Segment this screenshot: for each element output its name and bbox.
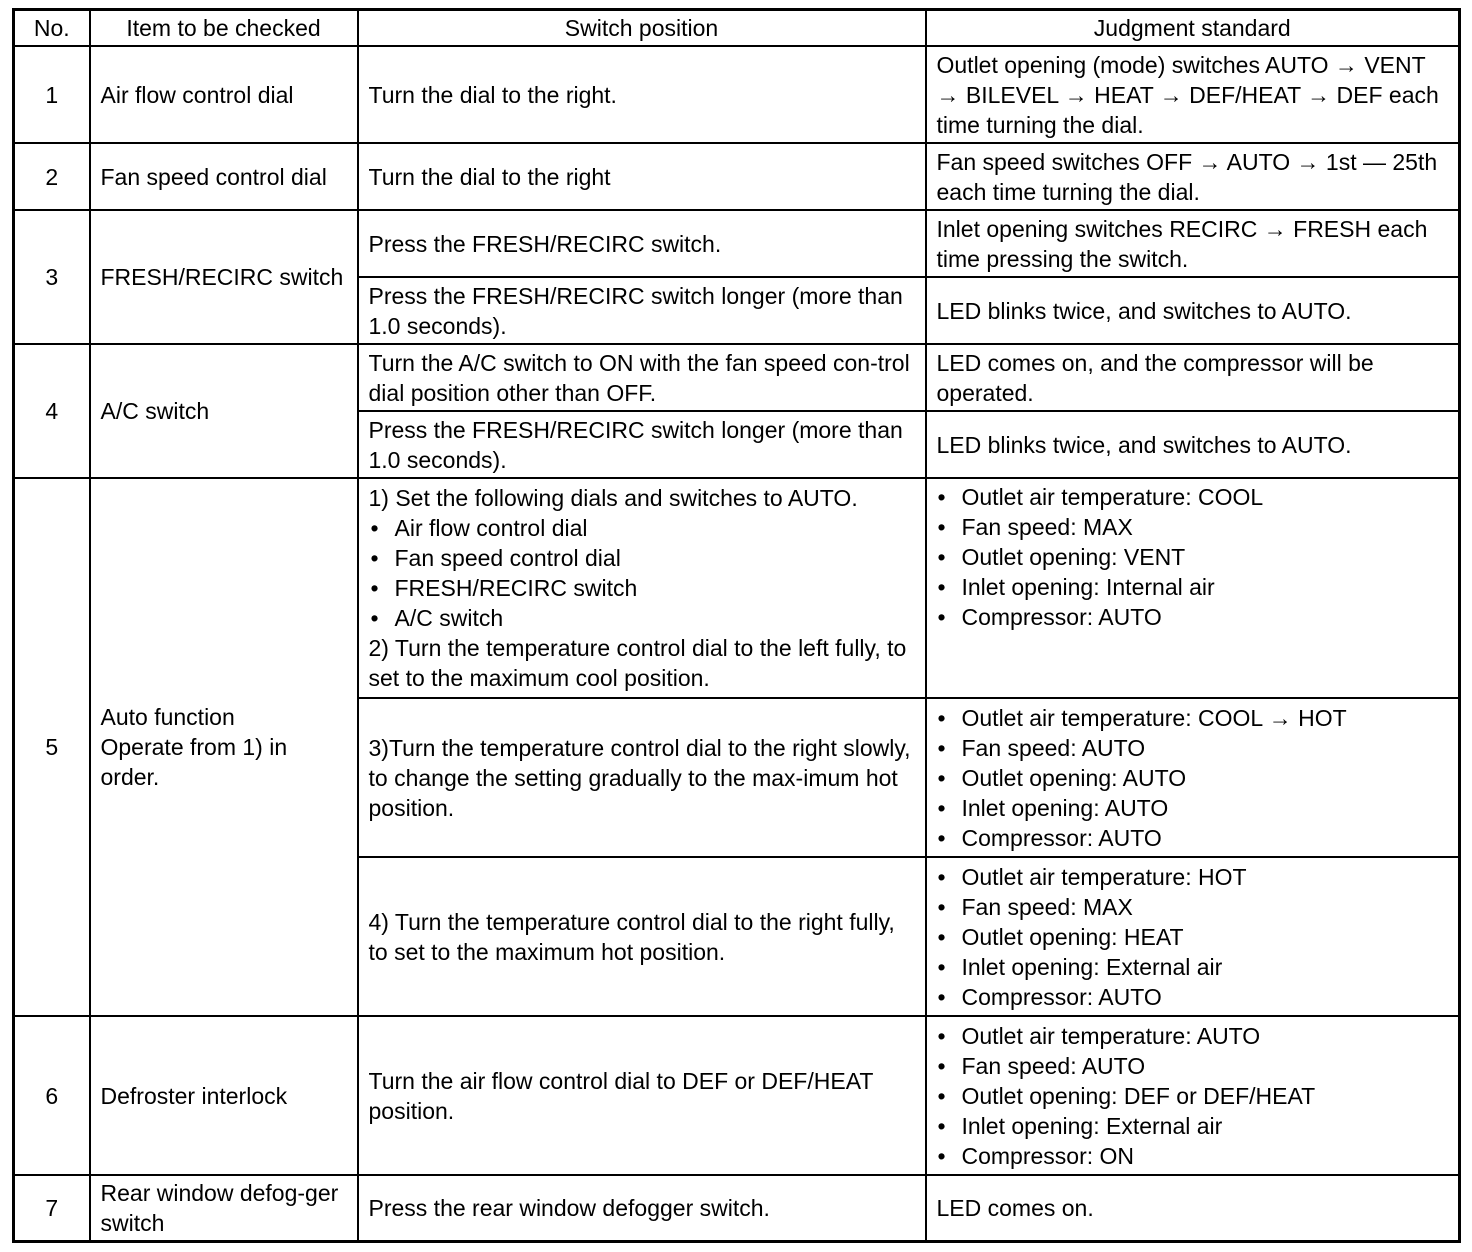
list-item: • Fan speed: MAX — [937, 892, 1449, 922]
switch-cell — [358, 478, 926, 698]
check-table-wrapper — [12, 8, 1461, 1243]
list-item: • Inlet opening: External air — [937, 952, 1449, 982]
switch-cell: 4) Turn the temperature control dial to the right fully, to set to the maximum hot position. — [358, 857, 926, 1016]
row-number: 5 — [14, 478, 90, 1016]
judgment-cell: LED comes on. — [926, 1175, 1460, 1241]
table-row — [14, 344, 1460, 411]
switch-cell: Turn the air flow control dial to DEF or DEF/HEAT position. — [358, 1016, 926, 1175]
item-cell: Fan speed control dial — [90, 143, 358, 210]
judgment-cell: LED blinks twice, and switches to AUTO. — [926, 411, 1460, 478]
list-item: • Compressor: AUTO — [937, 823, 1449, 853]
header-item: Item to be checked — [90, 10, 358, 47]
judgment-cell: LED comes on, and the compressor will be operated. — [926, 344, 1460, 411]
judgment-cell: Fan speed switches OFF → AUTO → 1st — 25th each time turning the dial. — [926, 143, 1460, 210]
item-note: Operate from 1) in order. — [100, 734, 288, 790]
list-item: • Compressor: AUTO — [937, 602, 1449, 632]
judgment-cell: LED blinks twice, and switches to AUTO. — [926, 277, 1460, 344]
table-row — [14, 1175, 1460, 1241]
header-no: No. — [14, 10, 90, 47]
row-number: 4 — [14, 344, 90, 478]
list-item: • A/C switch — [369, 603, 915, 633]
list-item: • Outlet air temperature: HOT — [937, 862, 1449, 892]
header-row — [14, 10, 1460, 47]
item-cell: Air flow control dial — [90, 46, 358, 143]
switch-cell: Turn the dial to the right. — [358, 46, 926, 143]
row-number: 1 — [14, 46, 90, 143]
step-text: 2) Turn the temperature control dial to the left fully, to set to the maximum cool position. — [368, 635, 907, 691]
judgment-cell — [926, 857, 1460, 1016]
list-item: • Fan speed: AUTO — [937, 733, 1449, 763]
list-item: • Inlet opening: Internal air — [937, 572, 1449, 602]
row-number: 2 — [14, 143, 90, 210]
switch-cell: Press the FRESH/RECIRC switch. — [358, 210, 926, 277]
step-text: 1) Set the following dials and switches to AUTO. — [368, 485, 858, 511]
table-row — [14, 210, 1460, 277]
judgment-cell: Outlet opening (mode) switches AUTO → VENT → BILEVEL → HEAT → DEF/HEAT → DEF each time turning the dial. — [926, 46, 1460, 143]
switch-cell: Press the rear window defogger switch. — [358, 1175, 926, 1241]
judgment-cell: Inlet opening switches RECIRC → FRESH each time pressing the switch. — [926, 210, 1460, 277]
bullet-list — [937, 862, 1449, 1012]
list-item: • Outlet opening: HEAT — [937, 922, 1449, 952]
bullet-list — [937, 1021, 1449, 1171]
list-item: • Outlet opening: AUTO — [937, 763, 1449, 793]
list-item: • Outlet opening: VENT — [937, 542, 1449, 572]
row-number: 7 — [14, 1175, 90, 1241]
judgment-cell — [926, 478, 1460, 698]
item-cell: Defroster interlock — [90, 1016, 358, 1175]
item-cell: FRESH/RECIRC switch — [90, 210, 358, 344]
list-item: • Compressor: AUTO — [937, 982, 1449, 1012]
bullet-list — [937, 703, 1449, 853]
list-item: • Inlet opening: AUTO — [937, 793, 1449, 823]
table-row — [14, 46, 1460, 143]
list-item: • Outlet opening: DEF or DEF/HEAT — [937, 1081, 1449, 1111]
item-cell — [90, 478, 358, 1016]
item-cell: A/C switch — [90, 344, 358, 478]
item-title: Auto function — [100, 704, 235, 730]
list-item: • FRESH/RECIRC switch — [369, 573, 915, 603]
judgment-cell — [926, 1016, 1460, 1175]
header-judgment-standard: Judgment standard — [926, 10, 1460, 47]
row-number: 6 — [14, 1016, 90, 1175]
list-item: • Compressor: ON — [937, 1141, 1449, 1171]
list-item: • Fan speed: MAX — [937, 512, 1449, 542]
bullet-list — [369, 513, 915, 633]
inspection-table — [12, 8, 1461, 1243]
header-switch-position: Switch position — [358, 10, 926, 47]
bullet-list — [937, 482, 1449, 632]
table-row — [14, 1016, 1460, 1175]
list-item: • Outlet air temperature: COOL → HOT — [937, 703, 1449, 733]
row-number: 3 — [14, 210, 90, 344]
list-item: • Fan speed control dial — [369, 543, 915, 573]
switch-cell: Press the FRESH/RECIRC switch longer (more than 1.0 seconds). — [358, 411, 926, 478]
list-item: • Fan speed: AUTO — [937, 1051, 1449, 1081]
list-item: • Air flow control dial — [369, 513, 915, 543]
judgment-cell — [926, 698, 1460, 857]
table-row — [14, 143, 1460, 210]
list-item: • Outlet air temperature: COOL — [937, 482, 1449, 512]
switch-cell: Turn the A/C switch to ON with the fan speed con-trol dial position other than OFF. — [358, 344, 926, 411]
item-cell: Rear window defog-ger switch — [90, 1175, 358, 1241]
switch-cell: Press the FRESH/RECIRC switch longer (more than 1.0 seconds). — [358, 277, 926, 344]
switch-cell: Turn the dial to the right — [358, 143, 926, 210]
switch-cell: 3)Turn the temperature control dial to the right slowly, to change the setting gradually to the max-imum hot position. — [358, 698, 926, 857]
list-item: • Inlet opening: External air — [937, 1111, 1449, 1141]
list-item: • Outlet air temperature: AUTO — [937, 1021, 1449, 1051]
table-row — [14, 478, 1460, 698]
